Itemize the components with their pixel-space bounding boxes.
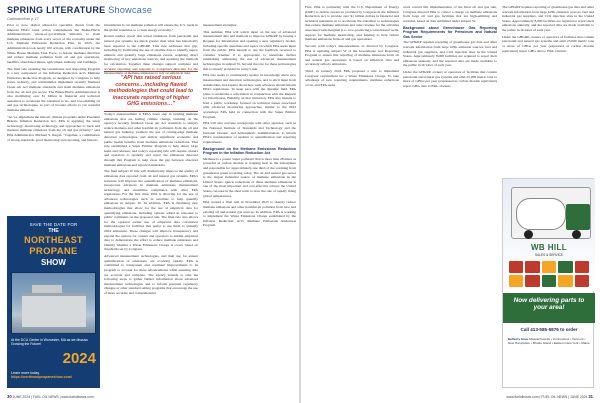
paragraph: This summer, EPA will solicit input on the use of advanced measurement data and methods to improve GHGRP by issuing a Request for Information and opening a new regulatory docket, including specific questions and topics on which EPA seeks input from the public. EPA intends to use the feedback received to consider whether it is appropriate to undertake further rulemaking addressing the use of advanced measurement technologies in subpart W, beyond the role for these technologies that is already provided in today's rule.: [203, 29, 296, 71]
paragraph: Recent studies reveal that actual emissions from petroleum and natural gas systems are much greater than what has historically been reported to the GHGRP. This rule addresses that gap, including by facilitating the use of satellite data to identify super-emitters and quantify large emissions events, requiring direct monitoring of key emissions sources, and updating the methods for calculation. Together these changes support complete and accurate reporting and respond to Congress's directive for the measurement of methane emissions to rely on empirical data.: [104, 34, 198, 76]
ad-url-link[interactable]: https://northeastpropaneshow.com/: [11, 375, 72, 380]
slogan-band: [503, 293, 595, 323]
article-column-6: [502, 5, 594, 175]
ad-year: 2024: [62, 350, 96, 367]
building-shape: [22, 293, 86, 327]
section-title: SPRING LITERATURE: [7, 5, 106, 15]
truck-cab-shape: [566, 204, 590, 230]
article-column-2-bottom: [104, 112, 198, 390]
product-tile: [575, 261, 589, 273]
product-tile: [558, 275, 572, 287]
article-column-4: [305, 5, 399, 390]
paragraph: investments to cut methane pollution will ensure the U.S. leads in the global transition to a clean energy economy.": [104, 23, 198, 32]
paragraph: The GHGRP requires reporting of greenhouse gas data and other relevant information from large GHG emission sources, fuel and industrial gas suppliers, and CO2 injection sites in the United States. Approximately 8,000 facilities are required to report their emissions annually, and the reported data are made available to the public in October of each year.: [502, 5, 594, 32]
paragraph: measurement strategies:: [203, 23, 238, 27]
product-tile: [525, 261, 539, 273]
paragraph: Under the GHGRP, owners or operators of facilities that contain petroleum and natural gas systems and emit 25,000 metric tons or more of GHGs per year (expressed as carbon dioxide equivalent) report GHG data to EPA. Owners: [502, 34, 594, 53]
section-showcase: Showcase: [108, 5, 153, 15]
ad-the: THE: [48, 228, 59, 234]
ad-delivery-areas: Delivery Area: Massachusetts • Connecticut • Vermont • New Hampshire • Rhode Island • Eastern New York • Maine: [508, 337, 590, 346]
paragraph: Today's announcement is EPA's latest step in tackling methane emissions that are fueling climate change, building on the agency's recently finalized Clean Air Act standards to sharply reduce methane and other harmful air pollutants from the oil and natural gas industry, promote the use of cutting-edge methane detection technologies, and deliver significant economic and public health benefits from methane emissions reductions. That rule established a Super Emitter Program to help detect large leaks and releases, and today's reporting rule will require owners and operators to quantify and report the emissions detected through that Program to help close the gap between observed methane emissions and reported emissions.: [104, 112, 198, 167]
paragraph: EPA also seeks to continuously update its knowledge about new measurement and detection technologies, and to elicit input from stakeholders and experts about how such advances should inform EPA's regulations. To keep pace with the dynamic field, EPA plans to undertake a solicitation in conjunction with the Request for Information. Building on that invitation, EPA also intends to hold a public workshop focused on technical issues associated with advanced monitoring approaches, similar to the 2023 workshops EPA held in connection with the Super Emitter Program.: [203, 73, 296, 119]
page-number-left: 30: [7, 394, 12, 399]
product-tile: [558, 261, 572, 273]
paragraph: Prior to now, digital alloted-for specialist clients from the inherent EPA's latest action complements the Biden-Harris Administration's whole-of-government initiative to slash methane emissions from every sector of the economy under the U.S. Methane Emissions Reduction Plan. In 2023, the Administration took nearly 100 actions, with coordination by the White House Methane Task Force, to bolster methane detection and reduce methane pollution from oil and gas operations, landfills, abandoned mines, agriculture, industry, and buildings.: [7, 23, 100, 64]
footer-left: [7, 394, 94, 399]
article-column-1: [7, 23, 100, 213]
footer-issue-right: www.fueloilnews.com | FUEL OIL NEWS | JUNE 2024: [506, 395, 588, 399]
ad-phone[interactable]: Call 413-585-5876 to order: [520, 327, 578, 332]
ad-venue-text: At the DCU Center in Worcester, MA as we discuss Growing the Future!: [11, 338, 88, 347]
truck-icon: [511, 187, 591, 239]
paragraph: EPA created a final rule in November 2023 to sharply reduce methane emissions and other harmful air pollution from new and existing oil and natural gas sources. In addition, EPA is working to implement the Waste Emissions Charge established by the Inflation Reduction Act's Methane Emissions Reduction Program.: [203, 200, 296, 228]
paragraph: First, EPA is partnering with the U.S. Department of Energy (DOE) to deliver resources provided by Congress in the Inflation Reduction Act to provide over $1 billion dollars in financial and technical assistance in to accelerate the transition to technologies that reduce methane emissions and raise revenue for the activities associated with marginal (i.e., low-producing) conventional wells, support for methane monitoring, and funding to help reduce methane emissions from oil and gas operations.: [305, 5, 399, 42]
wheel-icon: [572, 230, 581, 239]
areas-label: Delivery Area: [508, 337, 528, 341]
product-tile: [542, 275, 556, 287]
paragraph: Second, with today's announcement, as directed by Congress, EPA is updating subpart W of the Greenhouse Gas Reporting Program to ensure that reporting of methane emissions from oil and natural gas operations is based on empirical data and accurately reflects emissions.: [305, 43, 399, 67]
ad-title-northeast: NORTHEAST: [24, 235, 83, 245]
wb-hill-logo-sub: SALES & SERVICE: [534, 253, 564, 257]
ad-title-propane: PROPANE: [29, 246, 78, 257]
product-tile: [575, 275, 589, 287]
paragraph: The GHGRP requires reporting of greenhouse gas data and other relevant information from large GHG emission sources, fuel and industrial gas suppliers, and CO2 injection sites in the United States. Approximately 8,000 facilities are required to report their emissions annually, and the reported data are made available to the public in October of each year.: [403, 40, 497, 68]
article-column-3: [203, 23, 296, 390]
product-tile: [542, 261, 556, 273]
truck-tank-shape: [516, 198, 566, 230]
page-number-right: 31: [588, 394, 593, 399]
ad-save-the-date: SAVE THE DATE FOR: [29, 222, 78, 227]
paragraph: Methane is a potent 'super pollutant' that is more than 28 times as powerful as carbon dioxide at trapping heat in the atmosphere and responsible for approximately one third of the warming from greenhouse gases occurring today. The oil and natural gas sector is the largest industrial source of methane emissions in the United States. Quick reductions of these methane emissions is one of the most important and cost-effective actions the United States can take in the short term to slow the rate of rapidly rising global temperatures.: [203, 156, 296, 198]
pull-quote: "API has raised serious concerns…including flawed methodologies that could lead to inaccurate reporting of higher GHG emissions…": [104, 71, 198, 112]
article-column-2-top: [104, 23, 198, 76]
paragraph: Advanced measurement technologies, and their use for annual quantification of emissions, are evolving rapidly. EPA is committed to transparent and continual improvements to its program to account for these advancements while ensuring data are accurate and complete. The agency intends to take the following steps to gather further information about advanced measurement technologies and to inform potential regulatory changes or other standard setting programs that encourage the use of more accurate and comprehensive: [104, 254, 198, 295]
paragraph: work toward full implementation of the final oil and gas rule, Congress directed EPA to collect a charge on methane emissions from large oil and gas facilities that are high-emitting and wasteful, based on data submitted under subpart W.: [403, 5, 497, 23]
footer-right: [506, 394, 593, 399]
page-gutter: [299, 0, 301, 403]
continued-line: Continued from p. 17: [7, 17, 39, 21]
product-tile: [525, 275, 539, 287]
areas-list: Massachusetts • Connecticut • Vermont • New Hampshire • Rhode Island • Eastern New York • Maine: [508, 337, 590, 346]
paragraph: The final rule updating the Greenhouse Gas Reporting Program is a key component of the Inflation Reduction Act's Methane Emissions Reduction Program, as designed by Congress to help states, industry, and communities implement recently finalized Clean Air Act methane standards and slash methane emissions from the oil and gas sector. The Biden-Harris Administration is also mobilizing over $1 billion in financial and technical assistance to accelerate the transition to no- and low-emitting oil and gas technologies, as part of broader efforts to cut wasteful methane emissions.: [7, 66, 100, 112]
footer-issue-left: JUNE 2024 | FUEL OIL NEWS | www.fueloilnews.com: [12, 395, 94, 399]
subheading: Background about Greenhouse Gas Reporting Program Requirements for Petroleum and Natural Gas Sector: [403, 25, 497, 39]
product-tile: [509, 275, 523, 287]
subheading: Background on the Methane Emissions Reduction Program in the Inflation Reduction Act: [203, 146, 296, 156]
paragraph: "As we implement the historic climate programs under President Biden's Inflation Reduction Act, EPA is applying the latest technology, monitoring technology, and approaches to track and measure methane emissions from the oil and gas industry," said EPA Administrator Michael S. Regan. "Together, a combination of strong standards, good monitoring and reporting, and historic: [7, 114, 100, 142]
section-heading: [7, 5, 152, 15]
product-tile: [509, 261, 523, 273]
ad-title-show: SHOW: [41, 258, 66, 267]
wb-hill-ad[interactable]: [502, 178, 594, 388]
venue-photo: [11, 272, 96, 334]
ad-learn-more: [11, 371, 96, 380]
product-grid: [509, 261, 589, 287]
paragraph: Third, in January 2024 EPA proposed a rule to implement Congress' requirement for a Waste Emissions Charge. To take advantage of new reporting requirements, methane reductions occur, and EPA seeks: [305, 69, 399, 87]
article-column-5: [403, 5, 497, 390]
ad-learn-label: Learn more today: [11, 371, 40, 375]
ad-slogan: Now delivering parts to your area!: [513, 297, 585, 312]
wheel-icon: [524, 230, 533, 239]
paragraph: The final subpart W rule will dramatically improve the quality of emissions data reported from oil and natural gas systems. EPA's revisions will improve the quantification of methane emissions, incorporate advances in methane emissions measurement technology, and streamline compliance with other EPA regulations. For the first time, EPA is allowing for the use of advanced technologies such as satellites to help quantify emissions in subpart W. In addition, EPA is finalizing new methodologies that allow for the use of empirical data for quantifying emissions, including options added in response to public comments on the proposed rule. The final rule also allows for the optional earlier use of empirical data calculation methodologies for facilities that prefer to use them to quantify 2024 emissions. These changes will improve transparency and expand the options for owners and operators to submit empirical data to demonstrate the effort to reduce methane emissions and identify whether a Waste Emissions Charge is owed, based on thresholds set by Congress.: [104, 169, 198, 252]
paragraph: Under the GHGRP, owners or operators of facilities that contain petroleum and natural gas systems and emit 25,000 metric tons or more of GHGs per year (expressed as carbon dioxide equivalent) report GHG data to EPA. Owners: [403, 70, 497, 88]
wb-hill-logo: WB HILL: [530, 243, 568, 252]
paragraph: EPA will also convene workgroups with other agencies, such as the National Institute of Standards and Technology and the National Oceanic and Atmospheric Administration, to inform EPA's consideration of updates to quantification and reporting requirements.: [203, 121, 296, 144]
propane-show-ad[interactable]: [7, 216, 100, 388]
